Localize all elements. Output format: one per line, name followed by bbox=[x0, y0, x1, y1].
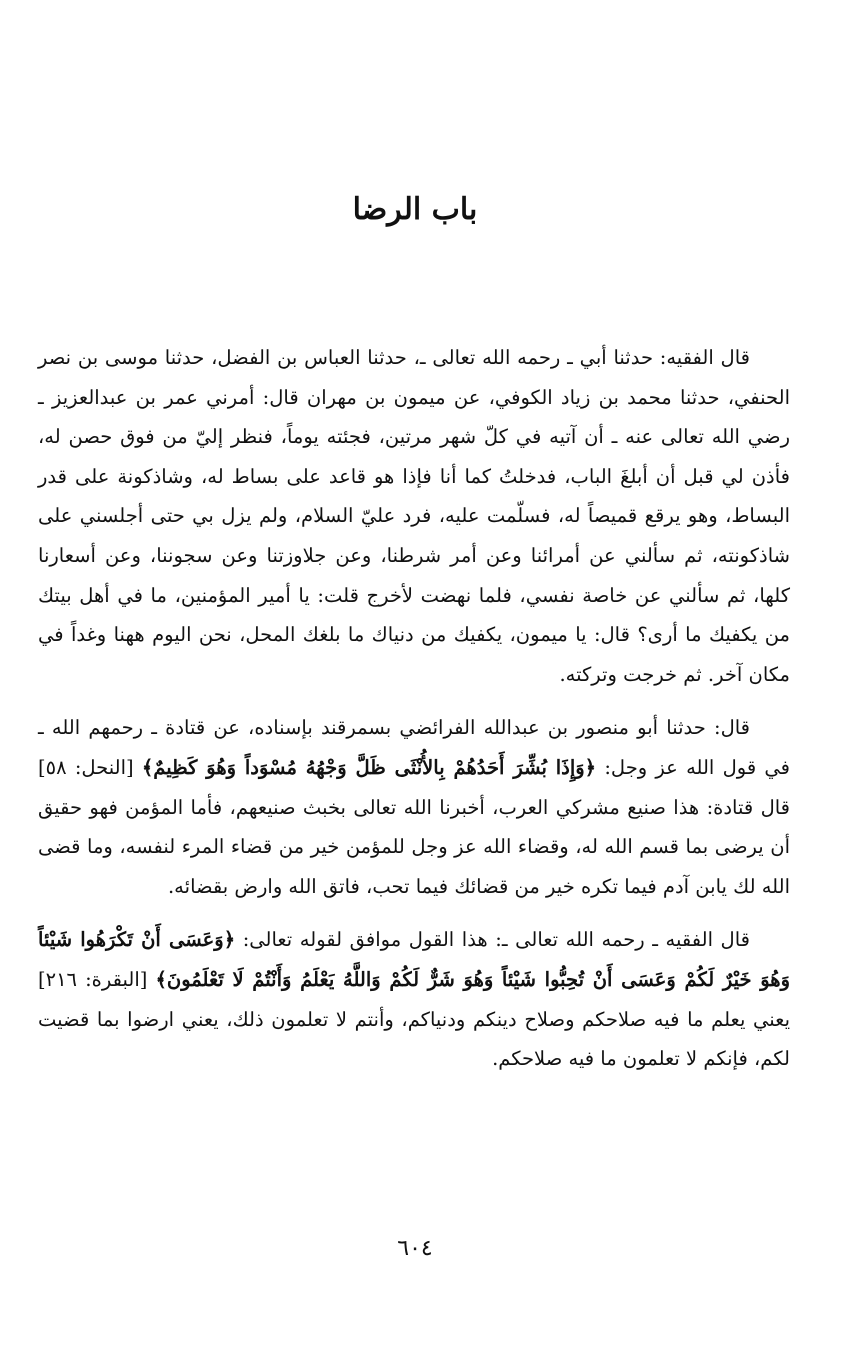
paragraph-2-text-intro: قال: حدثنا أبو منصور بن عبدالله الفرائضي بسمرقند بإسناده، عن قتادة ـ رحمهم الله ـ في قول الله عز وجل: bbox=[38, 716, 790, 779]
paragraph-2-text-body: [النحل: ٥٨] قال قتادة: هذا صنيع مشركي العرب، أخبرنا الله تعالى بخبث صنيعهم، فأما المؤمن فهو حقيق أن يرضى بما قسم الله له، وقضاء الله عز وجل للمؤمن خير من قضاء المرء لنفسه، وما قضى الله لك يابن آدم فيما تكره خير من قضائك فيما تحب، فاتق الله وارض بقضائه. bbox=[38, 755, 790, 898]
paragraph-1-text: قال الفقيه: حدثنا أبي ـ رحمه الله تعالى ـ، حدثنا العباس بن الفضل، حدثنا موسى بن نصر الحنفي، حدثنا محمد بن زياد الكوفي، عن ميمون بن مهران قال: أمرني عمر بن عبدالعزيز ـ رضي الله تعالى عنه ـ أن آتيه في كلّ شهر مرتين، فجئته يوماً، فنظر إليّ من فوق حصن له، فأذن لي قبل أن أبلغَ الباب، فدخلتُ كما أنا فإذا هو قاعد على بساط له، وشاذكونة على قدر البساط، وهو يرقع قميصاً له، فسلّمت عليه، فرد عليّ السلام، ولم يزل بي حتى أجلسني على شاذكونته، ثم سألني عن أمرائنا وعن أمر شرطنا، وعن جلاوزتنا وعن سجوننا، وعن أسعارنا كلها، ثم سألني عن خاصة نفسي، فلما نهضت لأخرج قلت: يا أمير المؤمنين، ما في أهل بيتك من يكفيك ما أرى؟ قال: يا ميمون، يكفيك من دنياك ما بلغك المحل، نحن اليوم ههنا وغداً في مكان آخر. ثم خرجت وتركته. bbox=[38, 346, 790, 686]
chapter-title: باب الرضا bbox=[352, 192, 478, 227]
quran-verse-baqara: ﴿وَعَسَى أَنْ تَكْرَهُوا شَيْئاً وَهُوَ خَيْرٌ لَكُمْ وَعَسَى أَنْ تُحِبُّوا شَيْئاً وَهُوَ شَرٌّ لَكُمْ وَاللَّهُ يَعْلَمُ وَأَنْتُمْ لَا تَعْلَمُونَ﴾ bbox=[38, 928, 790, 991]
body-text bbox=[38, 338, 790, 1079]
paragraph-3-text-intro: قال الفقيه ـ رحمه الله تعالى ـ: هذا القول موافق لقوله تعالى: bbox=[235, 928, 750, 952]
paragraph-3-text-body: [البقرة: ٢١٦] يعني يعلم ما فيه صلاحكم وصلاح دينكم ودنياكم، وأنتم لا تعلمون ذلك، يعني ارضوا بما قضيت لكم، فإنكم لا تعلمون ما فيه صلاحكم. bbox=[38, 967, 790, 1071]
page-number: ٦٠٤ bbox=[397, 1236, 433, 1261]
paragraph-1 bbox=[38, 338, 790, 694]
paragraph-3 bbox=[38, 920, 790, 1078]
quran-verse-nahl: ﴿وَإِذَا بُشِّرَ أَحَدُهُمْ بِالأُنْثَى ظَلَّ وَجْهُهُ مُسْوَداً وَهُوَ كَظِيمٌ﴾ bbox=[141, 755, 597, 779]
paragraph-2 bbox=[38, 708, 790, 906]
